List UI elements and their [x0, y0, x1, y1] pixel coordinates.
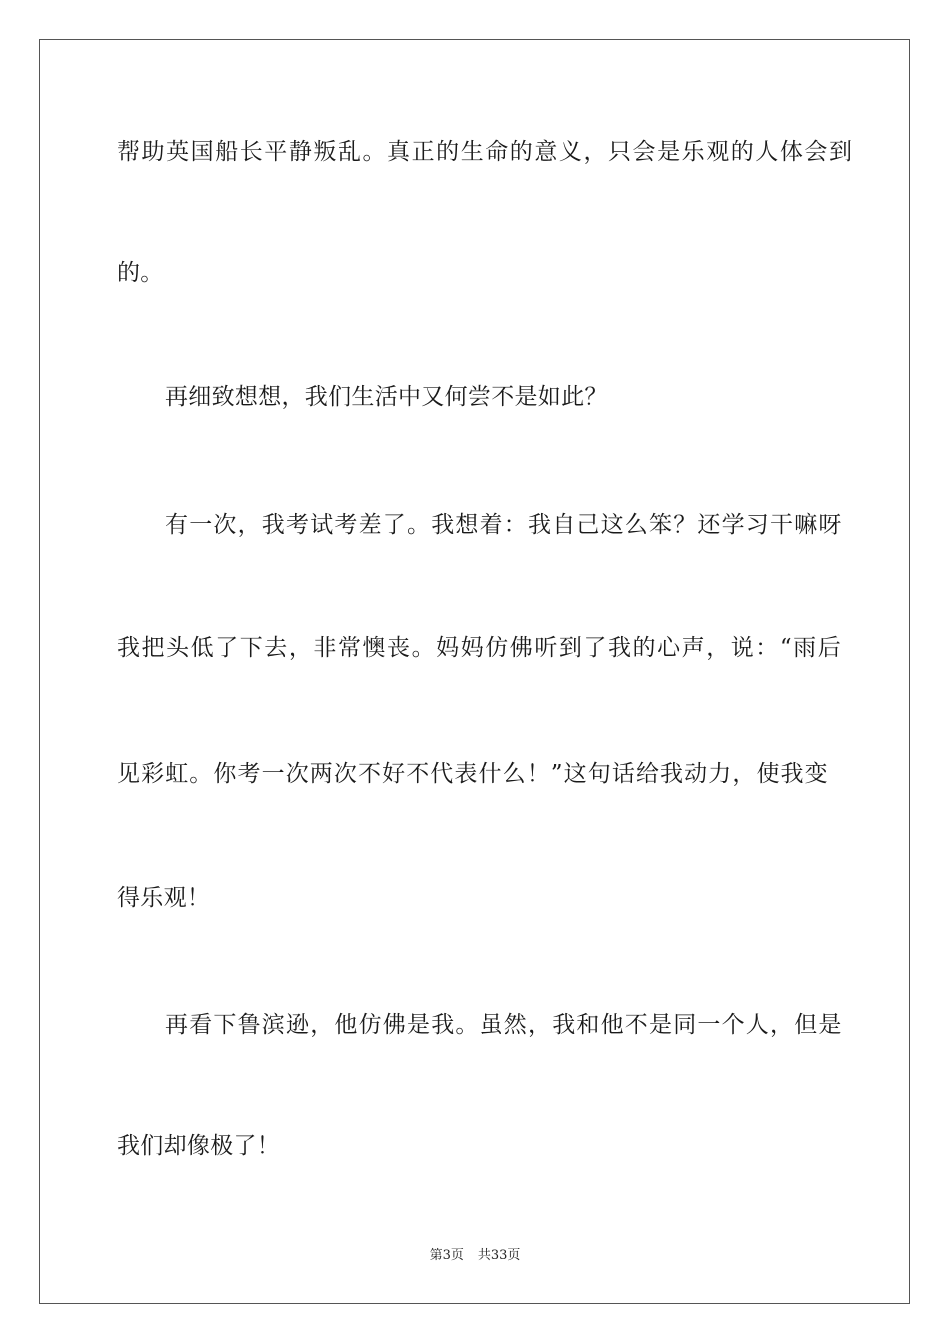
paragraph-start-line: 再细致想想，我们生活中又何尝不是如此？	[165, 384, 608, 410]
page-frame	[39, 39, 910, 1304]
text-line: 我把头低了下去，非常懊丧。妈妈仿佛听到了我的心声，说：“雨后	[117, 635, 843, 661]
text-line: 我们却像极了！	[117, 1133, 281, 1159]
text-line: 见彩虹。你考一次两次不好不代表什么！”这句话给我动力，使我变	[117, 761, 829, 787]
text-line: 得乐观！	[117, 885, 211, 911]
page-number: 第3页	[429, 1248, 464, 1263]
page-footer	[0, 1247, 950, 1265]
page-total: 共33页	[477, 1248, 521, 1263]
text-line: 帮助英国船长平静叛乱。真正的生命的意义，只会是乐观的人体会到	[117, 139, 854, 165]
paragraph-start-line: 有一次，我考试考差了。我想着：我自己这么笨？还学习干嘛呀	[165, 512, 843, 538]
paragraph-start-line: 再看下鲁滨逊，他仿佛是我。虽然，我和他不是同一个人，但是	[165, 1012, 843, 1038]
text-line: 的。	[117, 260, 164, 286]
